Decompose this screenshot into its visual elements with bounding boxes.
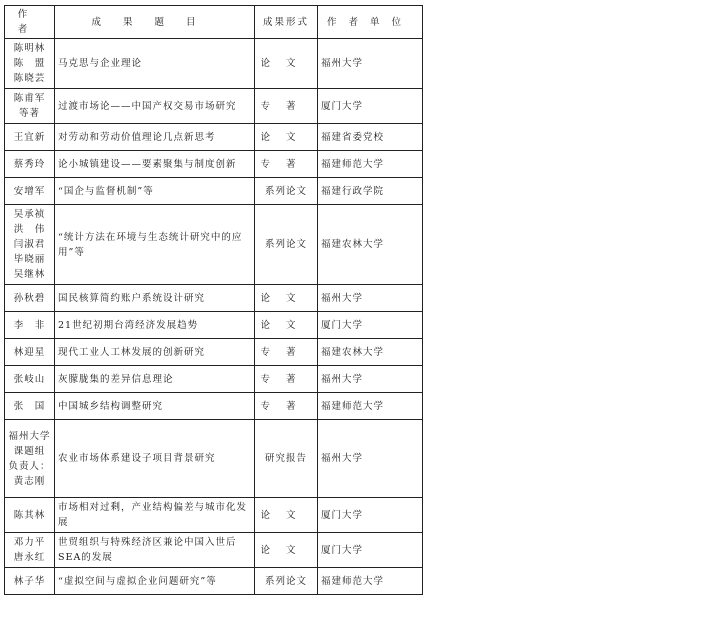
title-cell: 农业市场体系建设子项目背景研究	[55, 420, 255, 498]
author-name: 福州大学	[8, 430, 51, 442]
type-cell: 论文	[255, 39, 318, 89]
author-cell	[5, 568, 55, 595]
type-cell: 研究报告	[255, 420, 318, 498]
table-row	[5, 366, 423, 393]
author-name: 吴承祯	[13, 209, 46, 220]
title-cell: 市场相对过剩，产业结构偏差与城市化发展	[55, 498, 255, 533]
type-cell: 专著	[255, 366, 318, 393]
header-type: 成果形式	[255, 6, 318, 39]
table-row	[5, 178, 423, 205]
table-row	[5, 39, 423, 89]
table-row	[5, 124, 423, 151]
author-name: 负责人：	[8, 460, 51, 472]
author-cell	[5, 393, 55, 420]
type-cell: 系列论文	[255, 568, 318, 595]
author-name: 唐永红	[13, 552, 46, 563]
author-name: 陈明林	[13, 43, 46, 54]
title-cell: 论小城镇建设——要素聚集与制度创新	[55, 151, 255, 178]
author-cell	[5, 89, 55, 124]
author-name: 吴继林	[13, 269, 46, 280]
table-row	[5, 151, 423, 178]
table-row	[5, 420, 423, 498]
unit-cell: 福建农林大学	[318, 205, 423, 285]
title-cell: 现代工业人工林发展的创新研究	[55, 339, 255, 366]
author-cell	[5, 124, 55, 151]
table-row	[5, 285, 423, 312]
table-row	[5, 568, 423, 595]
type-cell: 论文	[255, 533, 318, 568]
header-title: 成果题目	[55, 6, 255, 39]
type-cell: 论文	[255, 312, 318, 339]
unit-cell: 厦门大学	[318, 533, 423, 568]
table-row	[5, 89, 423, 124]
author-name: 孙秋碧	[13, 292, 46, 304]
unit-cell: 福建行政学院	[318, 178, 423, 205]
author-name: 洪 伟	[13, 224, 46, 235]
title-cell: 国民核算简约账户系统设计研究	[55, 285, 255, 312]
author-name: 王宜新	[13, 131, 46, 143]
author-cell	[5, 178, 55, 205]
unit-cell: 福建师范大学	[318, 568, 423, 595]
author-name: 安增军	[13, 185, 46, 197]
author-cell	[5, 151, 55, 178]
table-row	[5, 533, 423, 568]
unit-cell: 福州大学	[318, 39, 423, 89]
author-cell	[5, 339, 55, 366]
title-cell: 过渡市场论——中国产权交易市场研究	[55, 89, 255, 124]
title-cell: 中国城乡结构调整研究	[55, 393, 255, 420]
author-name: 黄志刚	[13, 475, 46, 487]
unit-cell: 福建师范大学	[318, 151, 423, 178]
title-cell: 21世纪初期台湾经济发展趋势	[55, 312, 255, 339]
author-name: 陈其林	[13, 509, 46, 521]
header-unit: 作者单位	[318, 6, 423, 39]
table-row	[5, 339, 423, 366]
table-row	[5, 498, 423, 533]
title-cell: “国企与监督机制”等	[55, 178, 255, 205]
unit-cell: 厦门大学	[318, 89, 423, 124]
author-cell	[5, 39, 55, 89]
author-name: 陈晓芸	[13, 73, 46, 84]
title-cell: “虚拟空间与虚拟企业问题研究”等	[55, 568, 255, 595]
title-cell: 灰朦胧集的差异信息理论	[55, 366, 255, 393]
author-name: 毕晓丽	[13, 254, 46, 265]
table-row	[5, 312, 423, 339]
author-name: 陈甫军	[13, 93, 46, 104]
author-name: 课题组	[13, 445, 46, 457]
header-author: 作者	[5, 6, 55, 39]
type-cell: 专著	[255, 151, 318, 178]
table-row	[5, 393, 423, 420]
author-name: 张岐山	[13, 373, 46, 385]
table-header-row	[5, 6, 423, 39]
author-name: 蔡秀玲	[13, 158, 46, 170]
author-name: 陈 盟	[13, 58, 46, 69]
title-cell: “统计方法在环境与生态统计研究中的应用”等	[55, 205, 255, 285]
title-cell: 对劳动和劳动价值理论几点新思考	[55, 124, 255, 151]
author-cell	[5, 205, 55, 285]
type-cell: 论文	[255, 124, 318, 151]
author-cell	[5, 312, 55, 339]
unit-cell: 厦门大学	[318, 312, 423, 339]
unit-cell: 福建省委党校	[318, 124, 423, 151]
type-cell: 专著	[255, 339, 318, 366]
author-name: 闫淑君	[13, 239, 46, 250]
unit-cell: 福州大学	[318, 420, 423, 498]
author-name: 邓力平	[13, 537, 46, 548]
author-cell	[5, 498, 55, 533]
unit-cell: 厦门大学	[318, 498, 423, 533]
type-cell: 系列论文	[255, 205, 318, 285]
unit-cell: 福州大学	[318, 366, 423, 393]
author-cell	[5, 366, 55, 393]
author-name: 林迎星	[13, 346, 46, 358]
author-name: 等著	[18, 108, 40, 119]
title-cell: 世贸组织与特殊经济区兼论中国入世后SEA的发展	[55, 533, 255, 568]
table-row	[5, 205, 423, 285]
type-cell: 论文	[255, 285, 318, 312]
unit-cell: 福州大学	[318, 285, 423, 312]
unit-cell: 福建师范大学	[318, 393, 423, 420]
author-name: 林子华	[13, 575, 46, 587]
title-cell: 马克思与企业理论	[55, 39, 255, 89]
author-name: 张 国	[13, 400, 46, 412]
type-cell: 论文	[255, 498, 318, 533]
unit-cell: 福建农林大学	[318, 339, 423, 366]
type-cell: 专著	[255, 89, 318, 124]
author-cell	[5, 285, 55, 312]
author-name: 李 非	[13, 319, 46, 331]
table-body	[5, 39, 423, 595]
type-cell: 专著	[255, 393, 318, 420]
type-cell: 系列论文	[255, 178, 318, 205]
achievements-table	[4, 5, 423, 595]
author-cell	[5, 533, 55, 568]
author-cell	[5, 420, 55, 498]
